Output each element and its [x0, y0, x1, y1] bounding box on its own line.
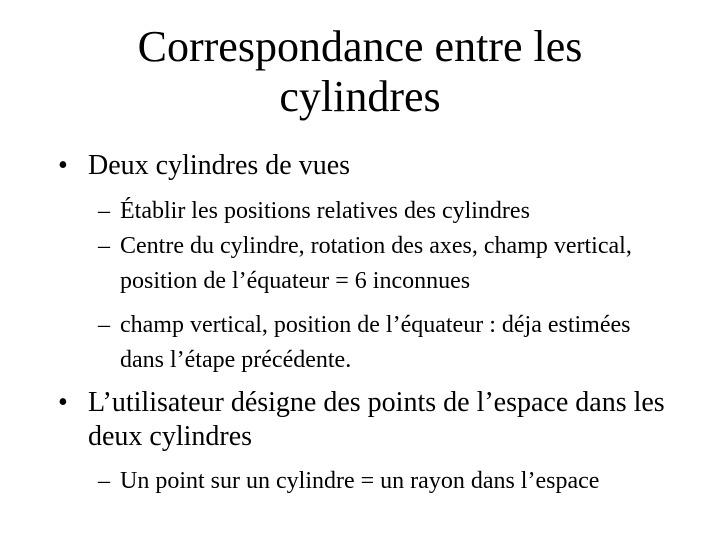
sub-bullet-centre [98, 229, 658, 299]
sub-bullet-text: Établir les positions relatives des cylindres [120, 198, 530, 224]
slide-title [0, 22, 720, 122]
sub-bullet-dash: – [98, 233, 110, 259]
sub-bullet-text: Un point sur un cylindre = un rayon dans l’espace [120, 468, 600, 494]
title-line-2: cylindres [279, 72, 441, 121]
bullet-text: Deux cylindres de vues [88, 150, 351, 181]
sub-bullet-positions [98, 194, 658, 229]
bullet-deux-cylindres [58, 149, 698, 183]
bullet-utilisateur [58, 386, 698, 454]
sub-bullet-champ-vertical [98, 308, 658, 378]
bullet-text: L’utilisateur désigne des points de l’espace dans les deux cylindres [88, 387, 665, 452]
sub-bullet-dash: – [98, 468, 110, 494]
sub-bullet-text: Centre du cylindre, rotation des axes, champ vertical, position de l’équateur = 6 inconnues [120, 233, 632, 294]
sub-bullet-point-rayon [98, 464, 658, 499]
title-line-1: Correspondance entre les [137, 22, 583, 71]
sub-bullet-text: champ vertical, position de l’équateur : déja estimées dans l’étape précédente. [120, 312, 631, 373]
bullet-dot: • [58, 150, 68, 181]
bullet-dot: • [58, 387, 68, 418]
sub-bullet-dash: – [98, 198, 110, 224]
sub-bullet-dash: – [98, 312, 110, 338]
